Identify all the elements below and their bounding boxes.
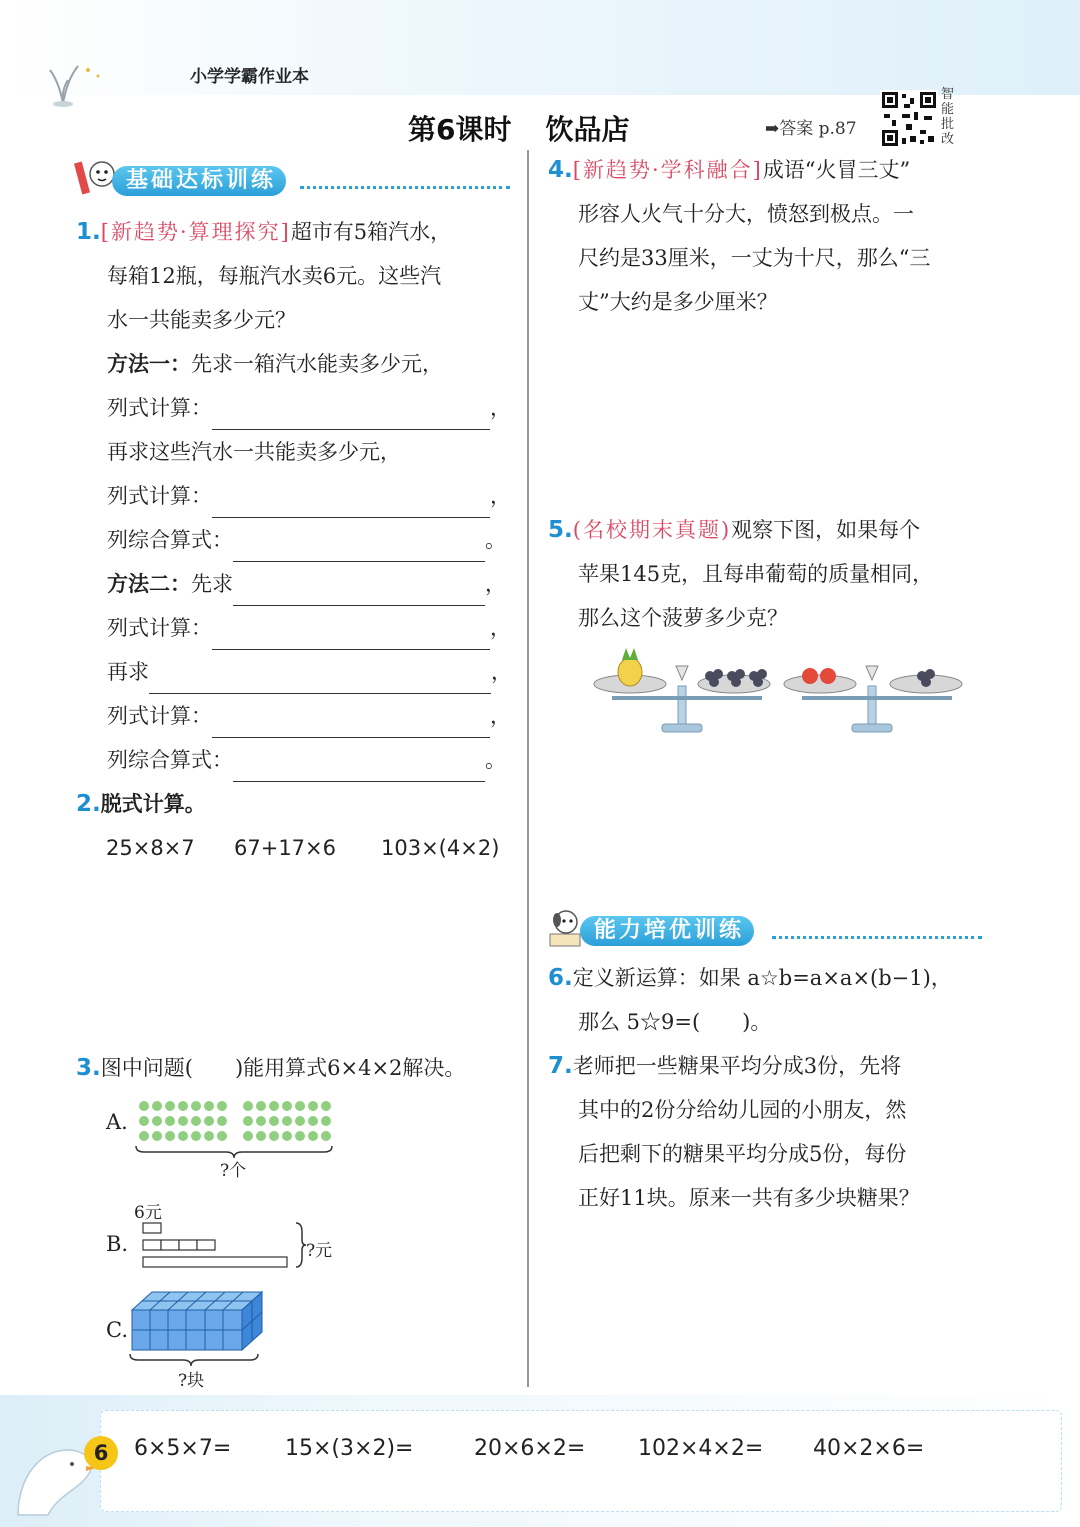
question-7 <box>548 1044 988 1220</box>
question-3-number: 3. <box>76 1055 101 1081</box>
question-3 <box>76 1046 521 1090</box>
page-number: 6 <box>84 1436 118 1470</box>
plant-icon <box>48 58 108 108</box>
question-3-text: 图中问题( )能用算式6×4×2解决。 <box>100 1056 466 1080</box>
combined-label: 列综合算式： <box>107 748 233 772</box>
method-2-label: 方法二： <box>107 571 191 596</box>
column-divider <box>527 150 529 1387</box>
question-1-line2: 每箱12瓶，每瓶汽水卖6元。这些汽 <box>107 264 442 288</box>
section-advanced-header <box>546 910 986 950</box>
footer-calc-item: 102×4×2= <box>638 1436 764 1461</box>
qr-code-icon[interactable] <box>880 90 938 148</box>
option-c-label[interactable]: C. <box>106 1318 128 1342</box>
option-a-label[interactable]: A. <box>106 1110 128 1134</box>
question-7-line2: 其中的2份分给幼儿园的小朋友，然 <box>578 1098 907 1122</box>
book-title: 小学学霸作业本 <box>190 67 309 87</box>
question-5-line1: 观察下图，如果每个 <box>731 518 921 542</box>
question-6 <box>548 956 988 1044</box>
answer-blank[interactable] <box>212 399 490 430</box>
balance-scales-figure <box>592 646 972 736</box>
comma: ， <box>490 704 511 728</box>
answer-blank[interactable] <box>233 751 485 782</box>
question-1-line1: 超市有5箱汽水， <box>290 220 452 244</box>
question-2 <box>76 782 521 826</box>
section-basic-header <box>74 160 514 200</box>
question-4-line4: 丈”大约是多少厘米？ <box>578 290 778 314</box>
question-4 <box>548 148 988 324</box>
first-text: 先求 <box>191 572 233 596</box>
question-6-number: 6. <box>548 965 573 991</box>
question-6-line2: 那么 5☆9=( )。 <box>578 1010 772 1034</box>
calc-item: 103×(4×2) <box>381 836 500 860</box>
question-7-line1: 老师把一些糖果平均分成3份，先将 <box>572 1054 902 1078</box>
comma: ， <box>490 396 511 420</box>
combined-label: 列综合算式： <box>107 528 233 552</box>
answer-blank[interactable] <box>212 487 490 518</box>
question-1-tag: [新趋势·算理探究] <box>100 220 291 244</box>
question-1-line3: 水一共能卖多少元？ <box>107 308 296 332</box>
period: 。 <box>485 528 506 552</box>
option-b-label[interactable]: B. <box>106 1232 129 1256</box>
option-b-question-label: ?元 <box>306 1241 333 1261</box>
question-7-line4: 正好11块。原来一共有多少块糖果？ <box>578 1186 920 1210</box>
footer-calc-item: 40×2×6= <box>813 1436 925 1461</box>
question-7-number: 7. <box>548 1053 573 1079</box>
calc-label: 列式计算： <box>107 484 212 508</box>
option-a-question-label: ?个 <box>220 1161 247 1181</box>
footer-calc-item: 20×6×2= <box>474 1436 586 1461</box>
section-advanced-title: 能力培优训练 <box>580 916 754 946</box>
question-5-line3: 那么这个菠萝多少克？ <box>578 606 788 630</box>
comma: ， <box>491 660 512 684</box>
bird-icon <box>8 1410 98 1520</box>
header-band <box>0 0 1080 95</box>
question-5-tag: (名校期末真题) <box>572 518 732 542</box>
question-1-number: 1. <box>76 219 101 245</box>
scale-2 <box>784 666 962 732</box>
question-4-line1: 成语“火冒三丈” <box>762 158 911 182</box>
option-b-top-label: 6元 <box>134 1203 162 1223</box>
method-1-label: 方法一： <box>107 351 191 376</box>
calc-item: 25×8×7 <box>106 836 195 860</box>
page-title <box>408 108 630 148</box>
question-4-line2: 形容人火气十分大，愤怒到极点。一 <box>578 202 914 226</box>
question-4-number: 4. <box>548 157 573 183</box>
question-6-line1: 定义新运算：如果 a☆b=a×a×(b−1)， <box>572 966 952 990</box>
scale-1 <box>594 648 770 732</box>
answer-blank[interactable] <box>233 575 485 606</box>
answer-blank[interactable] <box>212 619 490 650</box>
question-5-number: 5. <box>548 517 573 543</box>
then-text: 再求这些汽水一共能卖多少元， <box>107 440 401 464</box>
footer-calc-item: 15×(3×2)= <box>285 1436 414 1461</box>
method-1-text: 先求一箱汽水能卖多少元， <box>191 352 443 376</box>
question-5-line2: 苹果145克，且每串葡萄的质量相同， <box>578 562 934 586</box>
calc-label: 列式计算： <box>107 396 212 420</box>
question-4-tag: [新趋势·学科融合] <box>572 158 763 182</box>
answer-blank[interactable] <box>212 707 490 738</box>
question-2-title: 脱式计算。 <box>100 791 206 816</box>
footer-calc-item: 6×5×7= <box>134 1436 232 1461</box>
answer-blank[interactable] <box>233 531 485 562</box>
question-4-line3: 尺约是33厘米，一丈为十尺，那么“三 <box>578 246 931 270</box>
comma: ， <box>485 572 506 596</box>
option-c-question-label: ?块 <box>178 1371 205 1391</box>
question-5 <box>548 508 988 640</box>
calc-label: 列式计算： <box>107 616 212 640</box>
oral-calc-box <box>100 1410 1062 1512</box>
option-c-cubes-figure <box>128 1290 268 1370</box>
period: 。 <box>485 748 506 772</box>
comma: ， <box>490 484 511 508</box>
answer-blank[interactable] <box>149 663 491 694</box>
calc-item: 67+17×6 <box>234 836 336 860</box>
answer-reference[interactable]: ➡答案 p.87 <box>765 119 857 139</box>
smart-grading-label: 智能批改 <box>941 87 955 147</box>
section-basic-dots <box>300 186 510 189</box>
calc-label: 列式计算： <box>107 704 212 728</box>
then2-text: 再求 <box>107 660 149 684</box>
question-1 <box>76 210 521 782</box>
question-2-number: 2. <box>76 791 101 817</box>
comma: ， <box>490 616 511 640</box>
lesson-topic: 饮品店 <box>545 113 630 146</box>
section-basic-title: 基础达标训练 <box>112 166 286 196</box>
lesson-number: 第6课时 <box>408 113 512 146</box>
question-7-line3: 后把剩下的糖果平均分成5份，每份 <box>578 1142 907 1166</box>
section-advanced-dots <box>772 936 982 939</box>
